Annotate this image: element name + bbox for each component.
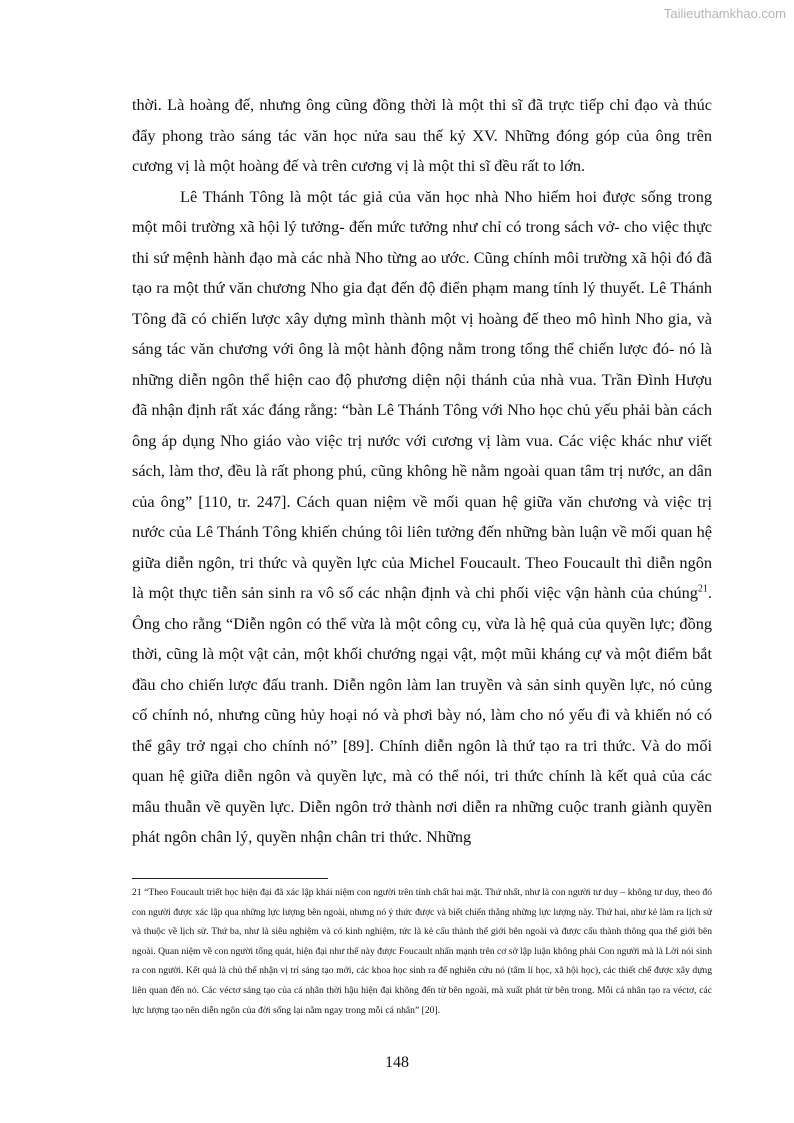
footnote-reference: 21	[697, 583, 708, 595]
paragraph-2	[132, 182, 712, 853]
body-text	[132, 90, 712, 853]
paragraph-2-end: .	[707, 583, 712, 602]
paragraph-1: thời. Là hoàng đế, nhưng ông cũng đồng thời là một thi sĩ đã trực tiếp chỉ đạo và thúc đẩy phong trào sáng tác văn học nửa sau thế kỷ XV. Những đóng góp của ông trên cương vị là một hoàng đế và trên cương vị là một thi sĩ đều rất to lớn.	[132, 95, 712, 175]
footnote-separator	[132, 878, 328, 879]
footnote: 21 “Theo Foucault triết học hiện đại đã xác lập khái niệm con người trên tính chất hai mặt. Thứ nhất, như là con người tư duy – không tư duy, theo đó con người được xác lập qua những lực lượng bên ngoài, nhưng nó ý thức được và biết chiến thắng những lực lượng này. Thứ hai, như kẻ làm ra lịch sử và thuộc về lịch sử. Thứ ba, như là siêu nghiệm và có kinh nghiệm, tức là kẻ cấu thành thế giới bên ngoài và được cấu thành thông qua thế giới bên ngoài. Quan niệm về con người tổng quát, hiện đại như thế này được Foucault nhấn mạnh trên cơ sở lập luận không phải Con người mà là Lời nói sinh ra con người. Kết quả là chủ thể nhận vị trí sáng tạo mới, các khoa học sinh ra để nghiên cứu nó (tâm lí học, xã hội học), các thiết chế được xây dựng liên quan đến nó. Các véctơ sáng tạo của cá nhân thời hậu hiện đại không đến từ bên ngoài, mà xuất phát từ bên trong. Mỗi cá nhân tạo ra véctơ, các lực lượng tạo nên diễn ngôn của đời sống lại nằm ngay trong mỗi cá nhân” [20].	[132, 887, 712, 1016]
page-number: 148	[385, 1054, 409, 1071]
paragraph-2-text: Lê Thánh Tông là một tác giả của văn học nhà Nho hiếm hoi được sống trong một môi trường xã hội lý tưởng- đến mức tưởng như chỉ có trong sách vở- cho việc thực thi sứ mệnh hành đạo mà các nhà Nho từng ao ước. Cũng chính môi trường xã hội đó đã tạo ra một thứ văn chương Nho gia đạt đến độ điển phạm mang tính lý thuyết. Lê Thánh Tông đã có chiến lược xây dựng mình thành một vị hoàng đế theo mô hình Nho gia, và sáng tác văn chương với ông là một hành động nằm trong tổng thể chiến lược đó- nó là những diễn ngôn thể hiện cao độ phương diện nội thánh của nhà vua. Trần Đình Hượu đã nhận định rất xác đáng rằng: “bàn Lê Thánh Tông với Nho học chủ yếu phải bàn cách ông áp dụng Nho giáo vào việc trị nước với cương vị làm vua. Các việc khác như viết sách, làm thơ, đều là rất phong phú, cũng không hề nằm ngoài quan tâm trị nước, an dân của ông” [110, tr. 247]. Cách quan niệm về mối quan hệ giữa văn chương và việc trị nước của Lê Thánh Tông khiến chúng tôi liên tưởng đến những bàn luận về mối quan hệ giữa diễn ngôn, tri thức và quyền lực của Michel Foucault. Theo Foucault thì diễn ngôn là một thực tiễn sản sinh ra vô số các nhận định và chi phối việc vận hành của chúng	[132, 186, 712, 602]
watermark: Tailieuthamkhao.com	[663, 6, 786, 21]
paragraph-2-continued: Ông cho rằng “Diễn ngôn có thể vừa là một công cụ, vừa là hệ quả của quyền lực; đồng thời, cũng là một vật cản, một khối chướng ngại vật, một mũi kháng cự và một điểm bắt đầu cho chiến lược đấu tranh. Diễn ngôn làm lan truyền và sản sinh quyền lực, nó củng cố chính nó, nhưng cũng hủy hoại nó và phơi bày nó, làm cho nó yếu đi và khiến nó có thể gây trở ngại cho chính nó” [89]. Chính diễn ngôn là thứ tạo ra tri thức. Và do mối quan hệ giữa diễn ngôn và quyền lực, mà có thể nói, tri thức chính là kết quả của các mâu thuẫn về quyền lực. Diễn ngôn trở thành nơi diễn ra những cuộc tranh giành quyền phát ngôn chân lý, quyền nhận chân tri thức. Những	[132, 613, 712, 846]
